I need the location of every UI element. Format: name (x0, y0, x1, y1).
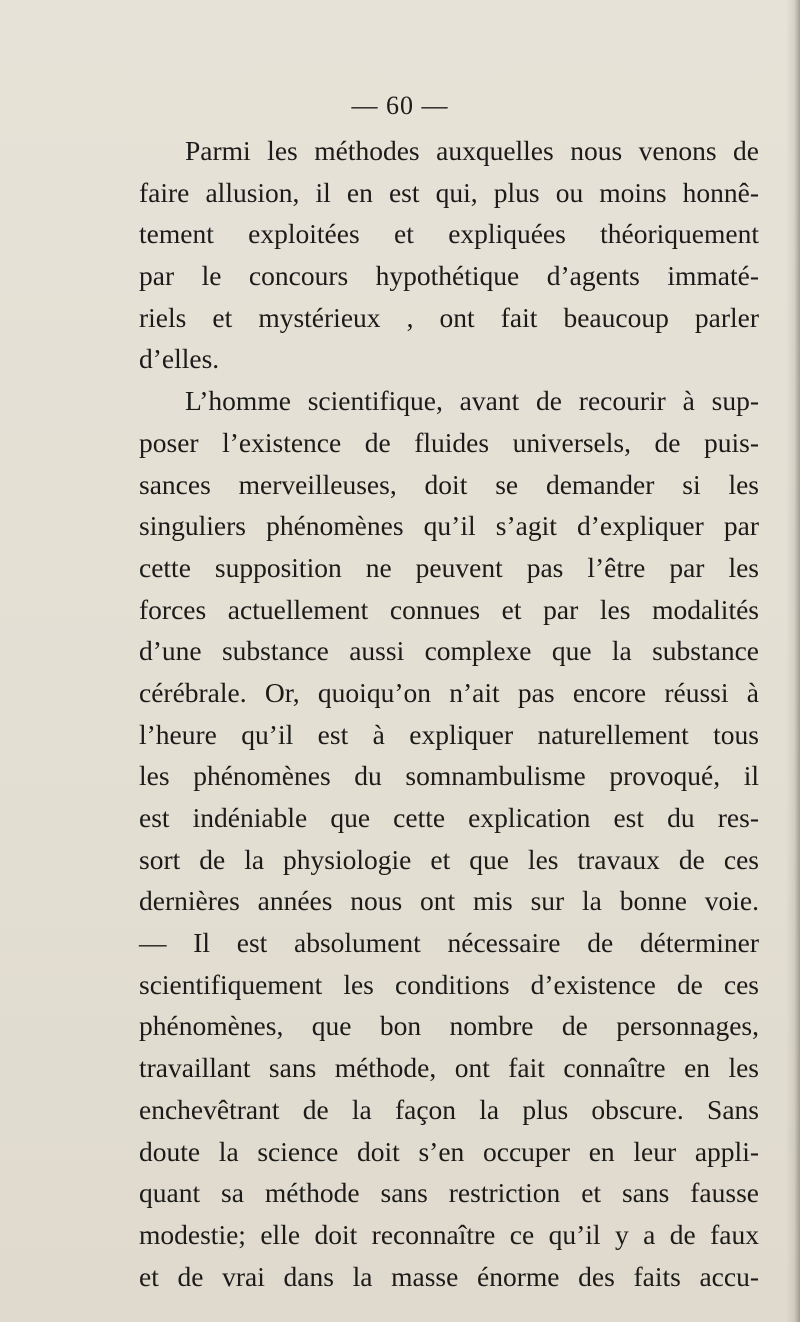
text-line: l’heure qu’il est à expliquer naturellement tous (139, 718, 759, 750)
text-line: — Il est absolument nécessaire de déterminer (139, 927, 759, 959)
text-line: riels et mystérieux , ont fait beaucoup parler (139, 301, 759, 333)
text-line: sort de la physiologie et que les travaux de ces (139, 843, 759, 875)
text-line: sances merveilleuses, doit se demander si les (139, 468, 759, 500)
text-line: L’homme scientifique, avant de recourir à sup- (185, 385, 759, 417)
text-line: cette supposition ne peuvent pas l’être par les (139, 551, 759, 583)
text-line: cérébrale. Or, quoiqu’on n’ait pas encore réussi à (139, 676, 759, 708)
text-line: quant sa méthode sans restriction et sans fausse (139, 1177, 759, 1209)
text-line: dernières années nous ont mis sur la bonne voie. (139, 885, 759, 917)
text-line: est indéniable que cette explication est du res- (139, 802, 759, 833)
text-line: faire allusion, il en est qui, plus ou moins honnê- (139, 176, 759, 208)
text-line: forces actuellement connues et par les modalités (139, 593, 759, 625)
text-line: doute la science doit s’en occuper en leur appli- (139, 1135, 759, 1167)
text-line: phénomènes, que bon nombre de personnages, (139, 1010, 759, 1042)
text-line: enchevêtrant de la façon la plus obscure. Sans (139, 1093, 759, 1125)
text-line: Parmi les méthodes auxquelles nous venons de (185, 135, 759, 166)
page-number: — 60 — (351, 91, 449, 120)
text-line: travaillant sans méthode, ont fait connaître en les (139, 1052, 759, 1084)
page-edge-shadow (786, 0, 800, 1322)
text-line: les phénomènes du somnambulisme provoqué, il (139, 760, 759, 792)
text-line: par le concours hypothétique d’agents immaté- (139, 260, 759, 292)
text-line: singuliers phénomènes qu’il s’agit d’expliquer par (139, 510, 759, 542)
body-text (139, 130, 759, 1297)
text-line: tement exploitées et expliquées théoriquement (139, 218, 759, 250)
text-line: et de vrai dans la masse énorme des faits accu- (139, 1260, 759, 1292)
text-line: d’elles. (139, 343, 220, 375)
text-line: poser l’existence de fluides universels, de puis- (139, 426, 759, 458)
text-line: modestie; elle doit reconnaître ce qu’il y a de faux (139, 1218, 759, 1250)
text-line: scientifiquement les conditions d’existence de ces (139, 968, 759, 1000)
text-line: d’une substance aussi complexe que la substance (139, 635, 759, 667)
